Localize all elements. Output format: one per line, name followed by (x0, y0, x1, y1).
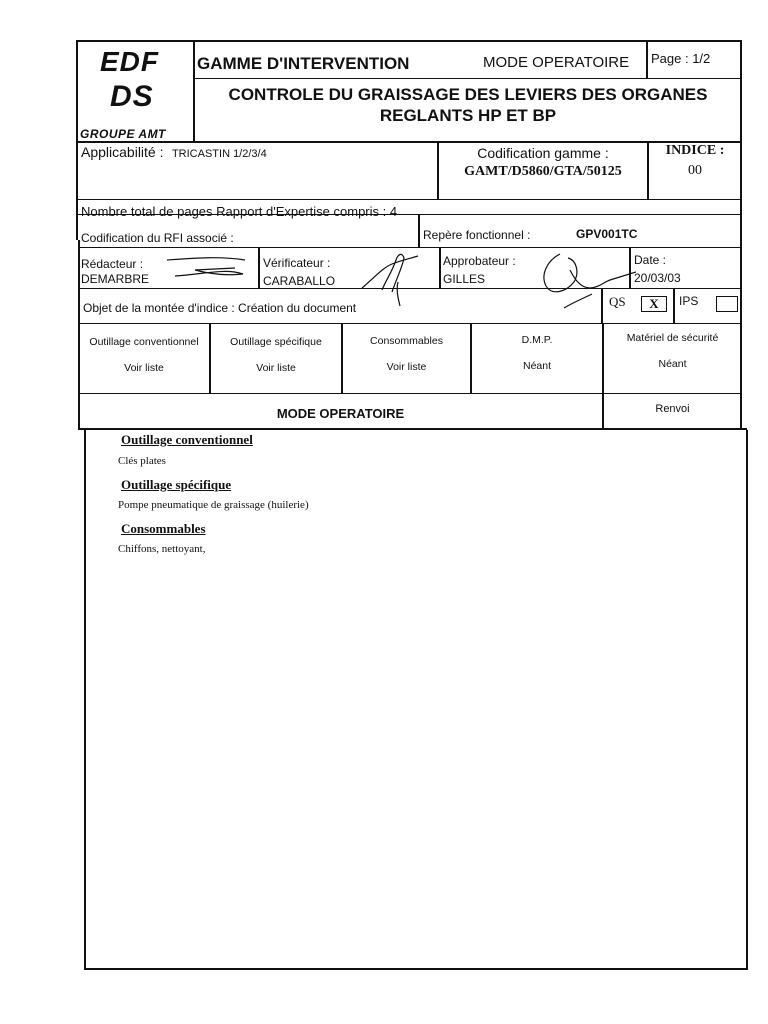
frame-left (76, 40, 78, 240)
redacteur-value: DEMARBRE (81, 272, 150, 286)
res-col-1 (209, 323, 211, 394)
frame-bottom (84, 968, 747, 970)
header-col-page (646, 40, 648, 78)
frame-top (76, 40, 741, 42)
repere-label: Repère fonctionnel : (423, 228, 531, 242)
body-text-consommables: Chiffons, nettoyant, (118, 543, 206, 555)
resource-value-outillage-conventionnel: Voir liste (124, 362, 164, 374)
title-line-1: CONTROLE DU GRAISSAGE DES LEVIERS DES ORGANES (228, 85, 708, 104)
res-col-2 (341, 323, 343, 394)
row-sep-7 (78, 428, 747, 430)
approbateur-value: GILLES (443, 272, 486, 286)
pages-total: Nombre total de pages Rapport d'Expertise compris : 4 (81, 204, 398, 219)
row-sep-1 (76, 199, 741, 200)
page-indicator: Page : 1/2 (651, 51, 711, 66)
logo-edf: EDF (100, 46, 159, 77)
approbateur-label: Approbateur : (443, 254, 516, 268)
resource-value-materiel-securite: Néant (658, 358, 687, 370)
doc-type: GAMME D'INTERVENTION (197, 54, 410, 73)
applicability (81, 144, 267, 162)
qs-label: QS (609, 294, 626, 309)
logo-group: GROUPE AMT (80, 127, 166, 141)
header-sep-bottom (76, 141, 741, 143)
indice-value: 00 (688, 163, 702, 178)
resource-header-materiel-securite: Matériel de sécurité (626, 332, 719, 344)
body-text-outillage-specifique: Pompe pneumatique de graissage (huilerie) (118, 499, 309, 511)
date-label: Date : (634, 253, 667, 267)
resource-header-consommables: Consommables (370, 335, 443, 347)
body-text-outillage-conventionnel: Clés plates (118, 455, 166, 467)
logo-ds: DS (110, 80, 154, 113)
row-sep-3 (78, 247, 741, 248)
frame-right-body (746, 430, 748, 970)
body-heading-outillage-specifique: Outillage spécifique (121, 477, 232, 492)
frame-left-lower (78, 240, 80, 430)
frame-left-body (84, 430, 86, 970)
qs-checkbox[interactable]: X (641, 296, 667, 312)
body-heading-outillage-conventionnel: Outillage conventionnel (121, 432, 253, 447)
verificateur-value: CARABALLO (263, 274, 336, 288)
row-sep-6 (78, 393, 741, 394)
resource-header-outillage-conventionnel: Outillage conventionnel (89, 336, 199, 348)
resource-header-dmp: D.M.P. (521, 334, 553, 346)
revision-objet: Objet de la montée d'indice : Création du document (83, 301, 357, 315)
applicability-value: TRICASTIN 1/2/3/4 (171, 148, 267, 160)
rfi-col (418, 214, 420, 248)
redacteur-label: Rédacteur : (81, 257, 144, 271)
verificateur-signature (352, 250, 432, 310)
appr-col-2 (439, 247, 441, 289)
doc-title (195, 84, 741, 126)
title-line-2: REGLANTS HP ET BP (379, 106, 557, 125)
codification-value: GAMT/D5860/GTA/50125 (464, 164, 622, 179)
verificateur-label: Vérificateur : (263, 256, 331, 270)
applicability-label: Applicabilité : (81, 144, 164, 160)
ips-checkbox[interactable] (716, 296, 738, 312)
row-sep-5 (78, 323, 741, 324)
resource-value-consommables: Voir liste (386, 361, 427, 373)
header-sep-top (193, 78, 741, 79)
redacteur-signature (165, 254, 265, 284)
rfi-label: Codification du RFI associé : (81, 231, 234, 245)
resource-header-outillage-specifique: Outillage spécifique (230, 336, 322, 348)
resource-value-outillage-specifique: Voir liste (256, 362, 296, 374)
rev-col-ips (673, 288, 675, 324)
renvoi-label: Renvoi (655, 403, 690, 415)
repere-value: GPV001TC (576, 227, 638, 241)
resource-value-dmp: Néant (522, 360, 552, 372)
codification-label: Codification gamme : (477, 145, 609, 161)
body-heading-consommables: Consommables (121, 521, 206, 536)
indice-label: INDICE : (665, 143, 725, 158)
section-title: MODE OPERATOIRE (276, 406, 405, 421)
ips-label: IPS (679, 294, 699, 308)
mode-label: MODE OPERATOIRE (483, 54, 630, 71)
date-value: 20/03/03 (634, 271, 681, 285)
